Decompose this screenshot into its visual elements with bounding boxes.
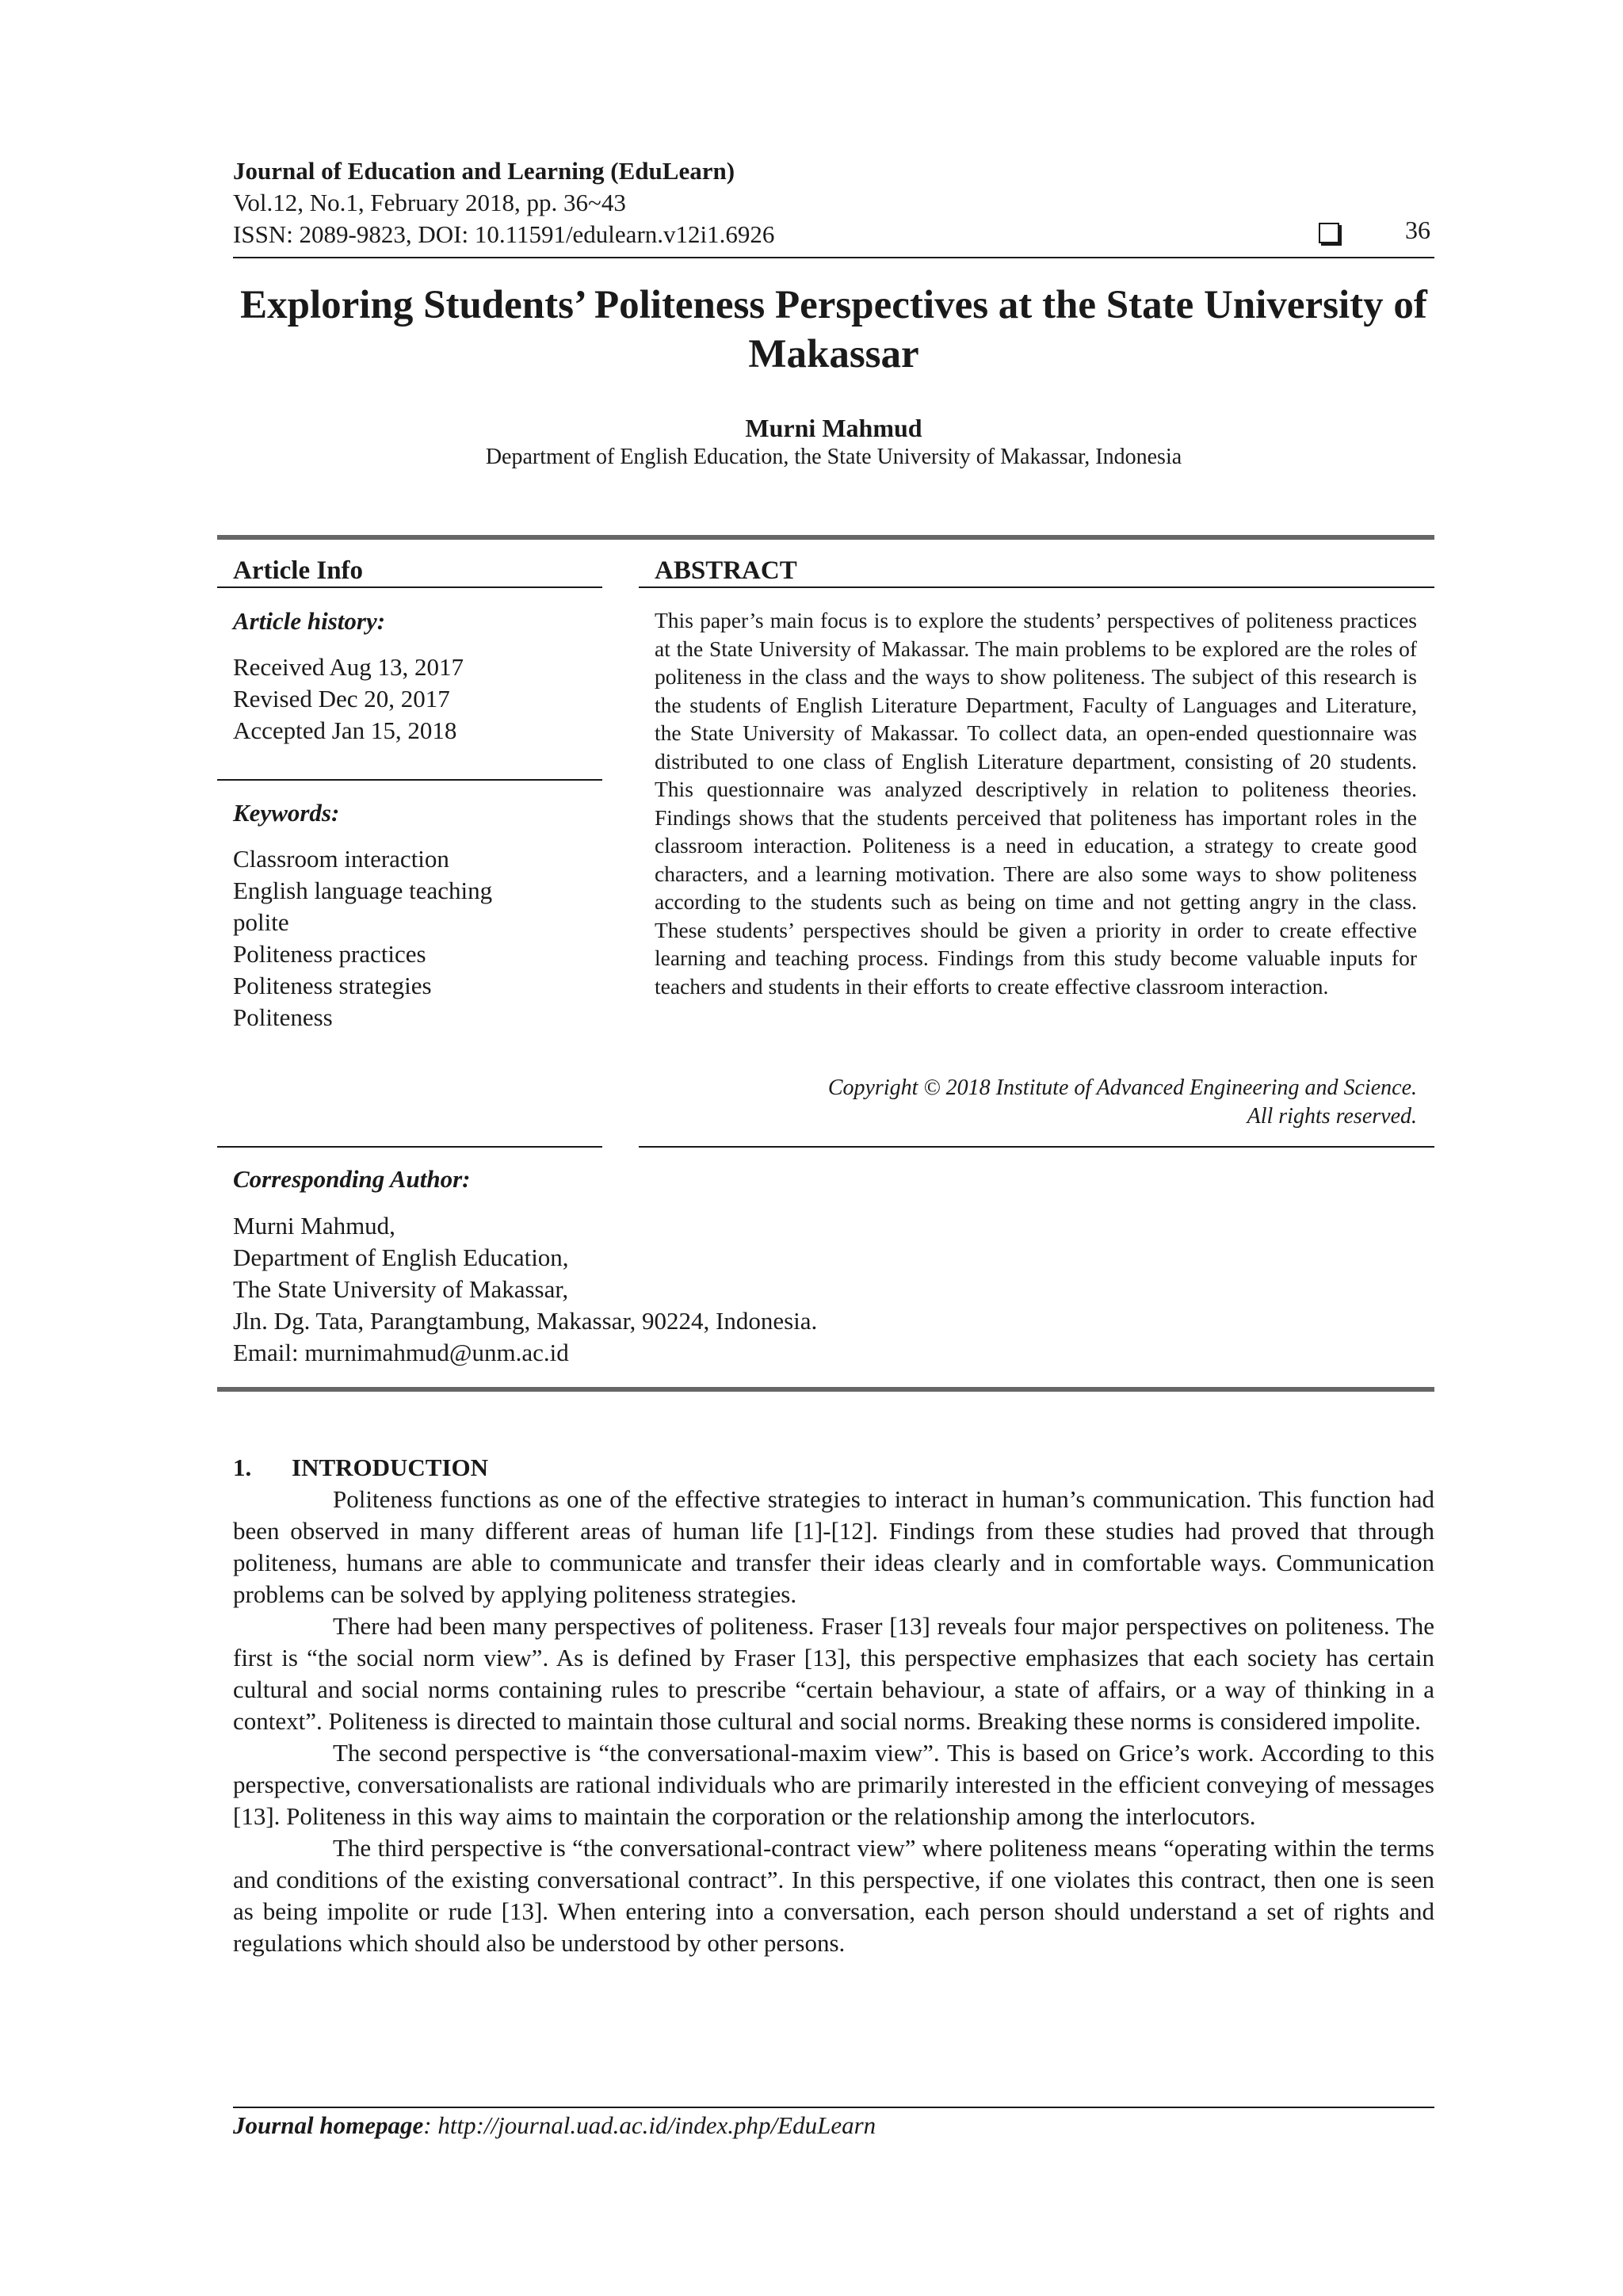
running-header bbox=[233, 155, 1430, 250]
corresponding-department: Department of English Education, bbox=[233, 1244, 569, 1271]
journal-homepage-link[interactable]: http://journal.uad.ac.id/index.php/EduLearn bbox=[437, 2111, 876, 2139]
body-paragraph: The second perspective is “the conversational-maxim view”. This is based on Grice’s work. According to this perspective, conversationalists are rational individuals who are primarily interested in the efficient conveying of messages [13]. Politeness in this way aims to maintain the corporation or the relationship among the interlocutors. bbox=[233, 1739, 1434, 1830]
keyword-item: Politeness bbox=[233, 1003, 333, 1031]
corresponding-university: The State University of Makassar, bbox=[233, 1275, 569, 1303]
footer-rule bbox=[233, 2107, 1434, 2108]
article-title: Exploring Students’ Politeness Perspectives at the State University of Makassar bbox=[240, 283, 1427, 376]
abstract-bottom-rule bbox=[639, 1146, 1434, 1148]
body-paragraph: The third perspective is “the conversational-contract view” where politeness means “operating within the terms and conditions of the existing conversational contract”. In this perspective, if one violates this contract, then one is seen as being impolite or rude [13]. When entering into a conversation, each person should understand a set of rights and regulations which should also be understood by other persons. bbox=[233, 1834, 1434, 1957]
section-title: INTRODUCTION bbox=[292, 1454, 489, 1481]
keyword-item: polite bbox=[233, 908, 289, 936]
history-received: Received Aug 13, 2017 bbox=[233, 653, 464, 681]
corresponding-name: Murni Mahmud, bbox=[233, 1212, 395, 1240]
abstract-rule bbox=[639, 586, 1434, 588]
history-rule bbox=[217, 779, 602, 781]
keywords-heading: Keywords: bbox=[233, 799, 340, 827]
page-footer bbox=[233, 2110, 876, 2141]
keyword-item: Classroom interaction bbox=[233, 845, 449, 873]
keyword-item: Politeness strategies bbox=[233, 972, 432, 999]
keywords-list bbox=[233, 843, 492, 1033]
journal-name: Journal of Education and Learning (EduLearn) bbox=[233, 157, 735, 185]
footer-colon: : bbox=[423, 2111, 438, 2139]
corresponding-author-heading: Corresponding Author: bbox=[233, 1165, 471, 1193]
corresponding-email: Email: murnimahmud@unm.ac.id bbox=[233, 1339, 569, 1366]
info-end-rule bbox=[217, 1387, 1434, 1392]
article-info-rule bbox=[217, 586, 602, 588]
section-number: 1. bbox=[233, 1454, 252, 1481]
history-accepted: Accepted Jan 15, 2018 bbox=[233, 716, 457, 744]
author-name: Murni Mahmud bbox=[745, 414, 922, 442]
article-info-heading: Article Info bbox=[233, 556, 364, 585]
introduction-body bbox=[233, 1484, 1434, 1959]
checkbox-square-icon bbox=[1319, 223, 1339, 243]
info-bottom-rule bbox=[217, 1146, 602, 1148]
footer-label: Journal homepage bbox=[233, 2111, 424, 2139]
copyright-line: Copyright © 2018 Institute of Advanced Engineering and Science. bbox=[827, 1075, 1417, 1100]
info-top-rule bbox=[217, 535, 1434, 540]
body-paragraph: Politeness functions as one of the effective strategies to interact in human’s communication. This function had been observed in many different areas of human life [1]-[12]. Findings from these studies had proved that through politeness, humans are able to communicate and transfer their ideas clearly and in comfortable ways. Communication problems can be solved by applying politeness strategies. bbox=[233, 1485, 1434, 1608]
body-paragraph: There had been many perspectives of politeness. Fraser [13] reveals four major perspectives on politeness. The first is “the social norm view”. As is defined by Fraser [13], this perspective emphasizes that each society has certain cultural and social norms containing rules to prescribe “certain behaviour, a state of affairs, or a way of thinking in a context”. Politeness is directed to maintain those cultural and social norms. Breaking these norms is considered impolite. bbox=[233, 1612, 1434, 1735]
keyword-item: English language teaching bbox=[233, 877, 493, 904]
copyright-notice bbox=[655, 1074, 1417, 1131]
history-revised: Revised Dec 20, 2017 bbox=[233, 685, 450, 712]
corresponding-address: Jln. Dg. Tata, Parangtambung, Makassar, 90224, Indonesia. bbox=[233, 1307, 818, 1335]
section-heading bbox=[233, 1452, 488, 1484]
article-history-list bbox=[233, 651, 464, 747]
abstract-heading: ABSTRACT bbox=[655, 556, 797, 585]
article-history-heading: Article history: bbox=[233, 607, 386, 635]
rights-line: All rights reserved. bbox=[1247, 1104, 1417, 1129]
header-rule bbox=[233, 257, 1434, 258]
issn-line: ISSN: 2089-9823, DOI: 10.11591/edulearn.v12i1.6926 bbox=[233, 220, 775, 248]
keyword-item: Politeness practices bbox=[233, 940, 426, 968]
page-number: 36 bbox=[1405, 216, 1430, 244]
author-affiliation: Department of English Education, the State University of Makassar, Indonesia bbox=[485, 445, 1182, 469]
volume-line: Vol.12, No.1, February 2018, pp. 36~43 bbox=[233, 189, 626, 216]
corresponding-author-details bbox=[233, 1210, 817, 1369]
abstract-text: This paper’s main focus is to explore the students’ perspectives of politeness practices at the State University of Makassar. The main problems to be explored are the roles of politeness in the class and the ways to show politeness. The subject of this research is the students of English Literature Department, Faculty of Languages and Literature, the State University of Makassar. To collect data, an open-ended questionnaire was distributed to one class of English Literature department, consisting of 20 students. This questionnaire was analyzed descriptively in relation to politeness theories. Findings shows that the students perceived that politeness has important roles in the classroom interaction. Politeness is a need in education, a strategy to create good characters, and a learning motivation. There are also some ways to show politeness according to the students such as being on time and not getting angry in the class. These students’ perspectives should be given a priority in order to create effective learning and teaching process. Findings from this study become valuable inputs for teachers and students in their efforts to create effective classroom interaction. bbox=[655, 608, 1417, 999]
